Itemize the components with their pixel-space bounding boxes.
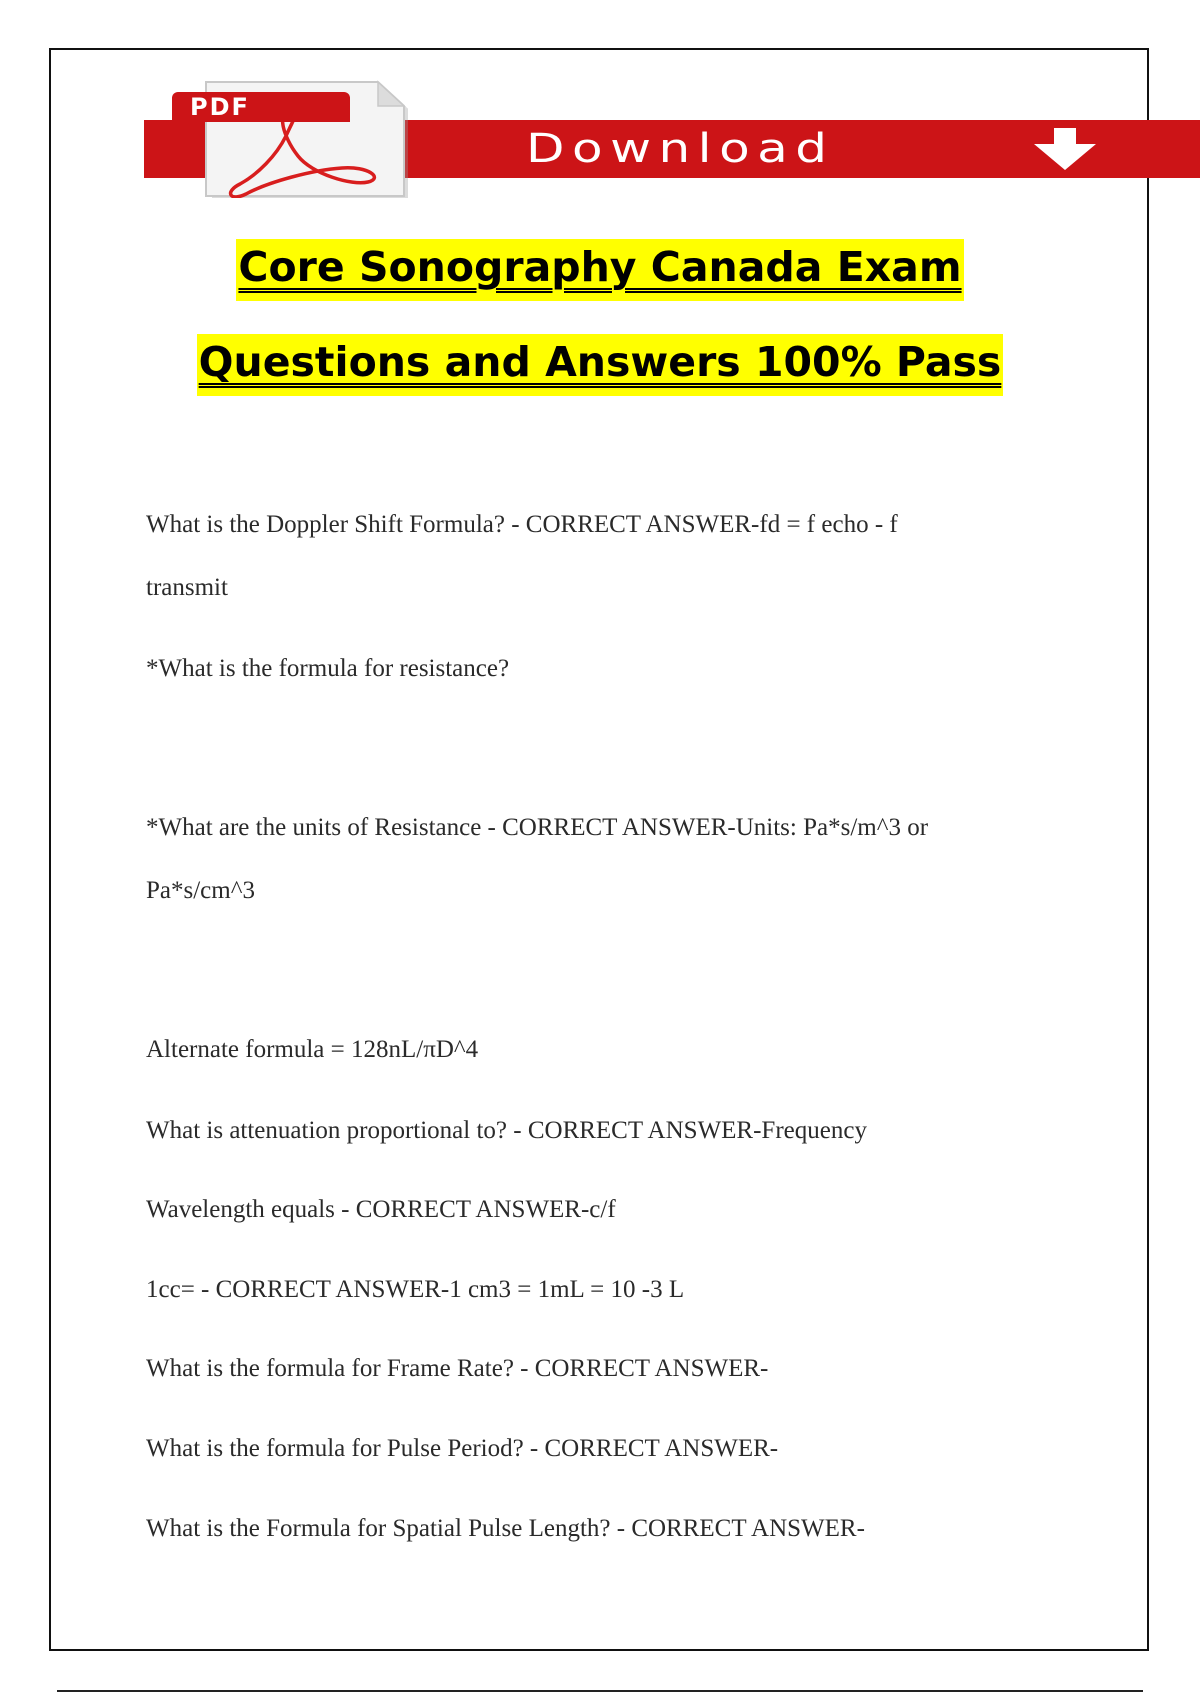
qa-line: transmit [146,574,228,601]
qa-line: What is the Doppler Shift Formula? - CORRECT ANSWER-fd = f echo - f [146,511,898,538]
qa-line: Alternate formula = 128nL/πD^4 [146,1036,479,1063]
pdf-file-icon [172,78,408,198]
qa-line: *What is the formula for resistance? [146,655,510,682]
qa-line: What is the Formula for Spatial Pulse Length? - CORRECT ANSWER- [146,1515,865,1542]
qa-line: 1cc= - CORRECT ANSWER-1 cm3 = 1mL = 10 -3 L [146,1276,685,1303]
page-title-line-2-text: Questions and Answers 100% Pass [197,334,1004,396]
qa-line: What is the formula for Pulse Period? - CORRECT ANSWER- [146,1435,779,1462]
download-banner[interactable] [144,70,1200,200]
page-title-line-1 [0,243,1200,291]
qa-line: Pa*s/cm^3 [146,877,255,904]
download-label[interactable]: Download [526,126,835,172]
bottom-rule [57,1690,1143,1692]
page-title-line-2 [0,338,1200,386]
pdf-tab-label: PDF [172,92,350,122]
download-arrow-icon[interactable] [1024,126,1108,172]
qa-line: *What are the units of Resistance - CORRECT ANSWER-Units: Pa*s/m^3 or [146,814,929,841]
qa-line: Wavelength equals - CORRECT ANSWER-c/f [146,1196,616,1223]
qa-line: What is attenuation proportional to? - CORRECT ANSWER-Frequency [146,1117,867,1144]
qa-line: What is the formula for Frame Rate? - CORRECT ANSWER- [146,1355,769,1382]
page-title-line-1-text: Core Sonography Canada Exam [236,239,963,301]
